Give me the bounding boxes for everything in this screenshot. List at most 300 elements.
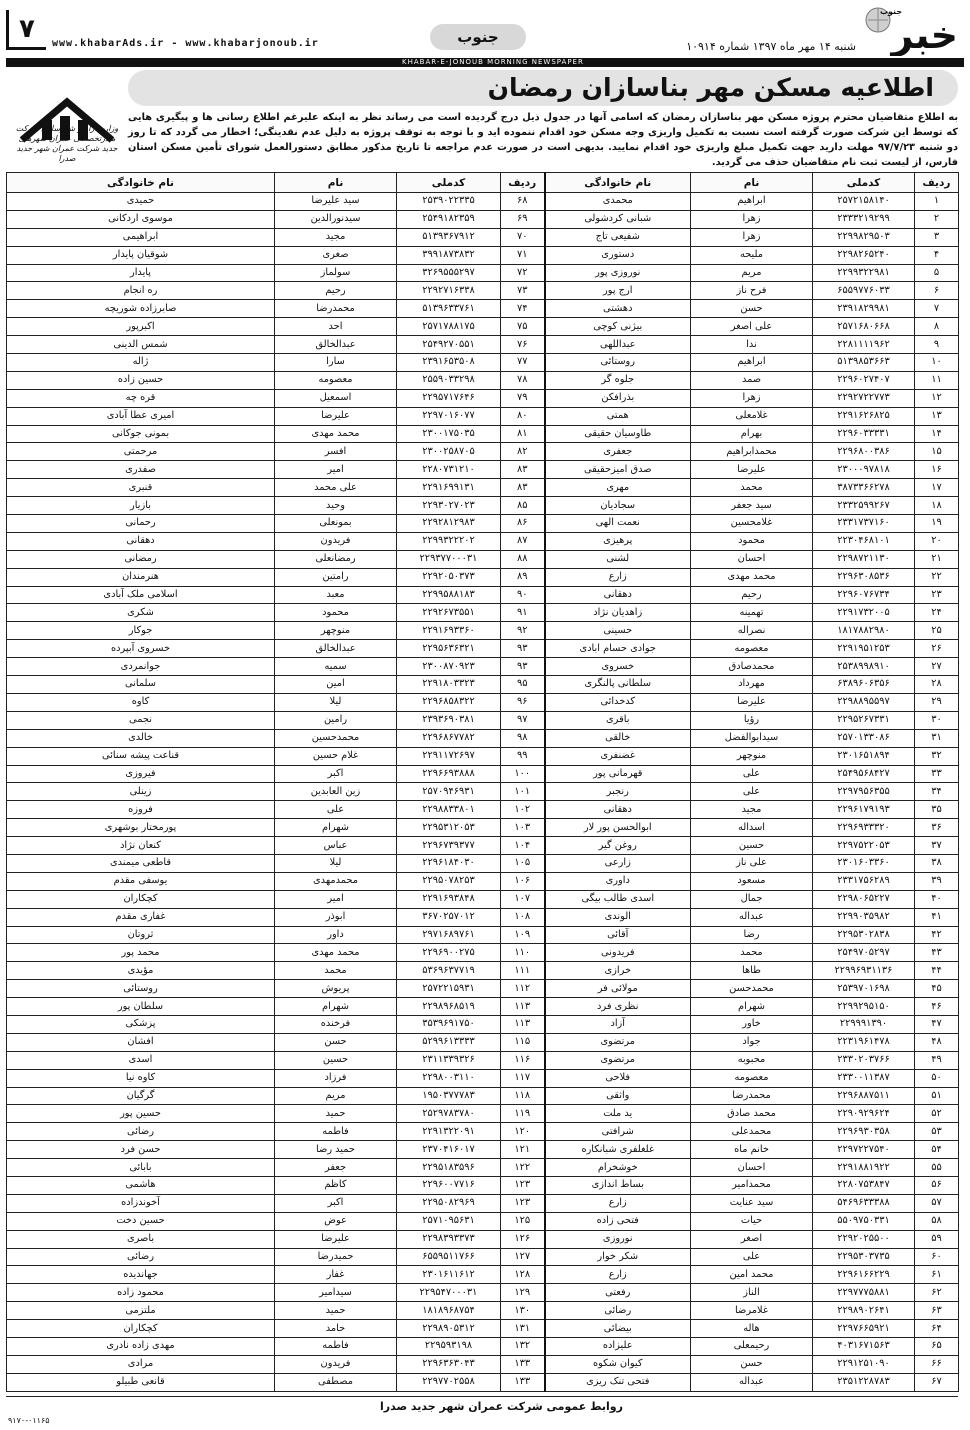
last-name-cell: خوشخرام: [545, 1159, 691, 1177]
last-name-cell: امیری عطا آبادی: [7, 407, 275, 425]
row-number-cell: ۵۳: [915, 1123, 959, 1141]
table-row: [7, 872, 959, 890]
national-code-cell: ۲۲۹۵۰۷۸۲۵۳: [397, 872, 501, 890]
column-header: نام: [691, 173, 813, 193]
first-name-cell: محمد مهدی: [691, 568, 813, 586]
last-name-cell: سلمانی: [7, 676, 275, 694]
column-header: نام خانوادگی: [7, 173, 275, 193]
row-number-cell: ۷۹: [501, 389, 545, 407]
national-code-cell: ۲۳۰۱۶۱۱۶۱۲: [397, 1266, 501, 1284]
last-name-cell: زینلی: [7, 783, 275, 801]
first-name-cell: شهرام: [691, 998, 813, 1016]
first-name-cell: مجید: [275, 228, 397, 246]
national-code-cell: ۲۳۷۰۴۱۶۰۱۷: [397, 1141, 501, 1159]
first-name-cell: اکبر: [275, 765, 397, 783]
table-row: [7, 228, 959, 246]
national-code-cell: ۲۳۳۱۷۳۷۱۶۰: [813, 515, 915, 533]
first-name-cell: فاطمه: [275, 1123, 397, 1141]
row-number-cell: ۱۱۷: [501, 1069, 545, 1087]
first-name-cell: اکبر: [275, 1194, 397, 1212]
table-row: [7, 783, 959, 801]
last-name-cell: بازیار: [7, 497, 275, 515]
first-name-cell: جعفر: [275, 1159, 397, 1177]
first-name-cell: سیدنورالدین: [275, 210, 397, 228]
last-name-cell: اکبرپور: [7, 318, 275, 336]
national-code-cell: ۲۲۹۵۳۰۲۸۳۸: [813, 926, 915, 944]
first-name-cell: غفار: [275, 1266, 397, 1284]
row-number-cell: ۱۲۰: [501, 1123, 545, 1141]
first-name-cell: هاله: [691, 1320, 813, 1338]
national-code-cell: ۲۵۴۹۷۰۵۲۹۷: [813, 944, 915, 962]
national-code-cell: ۲۳۳۰۲۰۳۷۶۶: [813, 1051, 915, 1069]
national-code-cell: ۲۲۹۶۹۰۰۲۷۵: [397, 944, 501, 962]
national-code-cell: ۲۲۹۸۸۹۵۵۹۷: [813, 693, 915, 711]
national-code-cell: ۲۲۹۶۳۰۸۵۳۶: [813, 568, 915, 586]
table-row: [7, 801, 959, 819]
table-row: [7, 550, 959, 568]
last-name-cell: قاطعی میمندی: [7, 854, 275, 872]
last-name-cell: پایدار: [7, 264, 275, 282]
last-name-cell: بساط اندازی: [545, 1176, 691, 1194]
first-name-cell: غلامرضا: [691, 1302, 813, 1320]
row-number-cell: ۱۳۳: [501, 1355, 545, 1373]
row-number-cell: ۱۰۹: [501, 926, 545, 944]
national-code-cell: ۲۲۹۹۳۲۲۹۸۱: [813, 264, 915, 282]
last-name-cell: جوادی حسام ابادی: [545, 640, 691, 658]
last-name-cell: فریدونی: [545, 944, 691, 962]
national-code-cell: ۲۳۰۱۶۵۱۸۹۴: [813, 747, 915, 765]
row-number-cell: ۶۷: [915, 1373, 959, 1391]
row-number-cell: ۱۱۸: [501, 1087, 545, 1105]
national-code-cell: ۲۳۹۳۶۹۰۳۸۱: [397, 711, 501, 729]
issue-date-line: شنبه ۱۴ مهر ماه ۱۳۹۷ شماره ۱۰۹۱۴: [686, 40, 856, 53]
newspaper-subtitle: KHABAR-E-JONOUB MORNING NEWSPAPER: [402, 58, 584, 66]
table-row: [7, 980, 959, 998]
last-name-cell: خرازی: [545, 962, 691, 980]
last-name-cell: آزاد: [545, 1015, 691, 1033]
last-name-cell: فیروزی: [7, 765, 275, 783]
last-name-cell: واثقی: [545, 1087, 691, 1105]
row-number-cell: ۱۲۷: [501, 1248, 545, 1266]
national-code-cell: ۲۲۹۶۷۳۹۳۷۷: [397, 837, 501, 855]
table-row: [7, 210, 959, 228]
last-name-cell: فتحی تنک ریزی: [545, 1373, 691, 1391]
table-row: [7, 1159, 959, 1177]
first-name-cell: رمضانعلی: [275, 550, 397, 568]
row-number-cell: ۷۰: [501, 228, 545, 246]
last-name-cell: دستوری: [545, 246, 691, 264]
last-name-cell: ره انجام: [7, 282, 275, 300]
last-name-cell: مؤیدی: [7, 962, 275, 980]
table-row: [7, 854, 959, 872]
last-name-cell: شبانی کردشولی: [545, 210, 691, 228]
row-number-cell: ۶۲: [915, 1284, 959, 1302]
last-name-cell: نجمی: [7, 711, 275, 729]
row-number-cell: ۱۲: [915, 389, 959, 407]
table-row: [7, 282, 959, 300]
row-number-cell: ۱۷: [915, 479, 959, 497]
last-name-cell: کیوان شکوه: [545, 1355, 691, 1373]
table-row: [7, 676, 959, 694]
last-name-cell: خالدی: [7, 729, 275, 747]
section-label: جنوب: [430, 24, 526, 50]
national-code-cell: ۲۲۹۶۸۸۷۵۱۱: [813, 1087, 915, 1105]
national-code-cell: ۲۳۱۱۳۳۹۳۲۶: [397, 1051, 501, 1069]
national-code-cell: ۲۲۹۲۷۱۶۳۳۸: [397, 282, 501, 300]
last-name-cell: سلطان پور: [7, 998, 275, 1016]
table-row: [7, 425, 959, 443]
national-code-cell: ۲۲۹۵۴۷۰۰۰۳۱: [397, 1284, 501, 1302]
row-number-cell: ۱۱۳: [501, 998, 545, 1016]
table-row: [7, 658, 959, 676]
last-name-cell: خسروی: [545, 658, 691, 676]
last-name-cell: مهری: [545, 479, 691, 497]
national-code-cell: ۲۵۳۸۹۹۸۹۱۰: [813, 658, 915, 676]
national-code-cell: ۵۱۳۹۳۶۷۹۱۲: [397, 228, 501, 246]
row-number-cell: ۲۴: [915, 604, 959, 622]
first-name-cell: اسداله: [691, 819, 813, 837]
national-code-cell: ۲۵۷۲۲۱۵۹۳۱: [397, 980, 501, 998]
national-code-cell: ۲۵۷۱۷۸۸۱۷۵: [397, 318, 501, 336]
national-code-cell: ۲۲۹۶۹۳۳۳۲۰: [813, 819, 915, 837]
row-number-cell: ۶۰: [915, 1248, 959, 1266]
national-code-cell: ۲۲۹۵۰۸۲۹۶۹: [397, 1194, 501, 1212]
row-number-cell: ۵۰: [915, 1069, 959, 1087]
national-code-cell: ۲۲۹۷۷۷۵۸۸۱: [813, 1284, 915, 1302]
national-code-cell: ۵۱۳۹۸۵۳۶۶۳: [813, 354, 915, 372]
first-name-cell: حسن: [691, 300, 813, 318]
row-number-cell: ۴۳: [915, 944, 959, 962]
national-code-cell: ۲۵۷۰۱۳۳۰۸۶: [813, 729, 915, 747]
table-row: [7, 1284, 959, 1302]
first-name-cell: مسعود: [691, 872, 813, 890]
table-row: [7, 300, 959, 318]
row-number-cell: ۹۶: [501, 693, 545, 711]
national-code-cell: ۲۵۴۹۵۶۸۴۲۷: [813, 765, 915, 783]
row-number-cell: ۱۲۳: [501, 1176, 545, 1194]
last-name-cell: محمدی: [545, 193, 691, 211]
table-header: [7, 173, 959, 193]
first-name-cell: علی: [691, 783, 813, 801]
last-name-cell: زارع: [545, 1266, 691, 1284]
national-code-cell: ۲۲۹۶۶۹۳۸۸۸: [397, 765, 501, 783]
row-number-cell: ۵۹: [915, 1230, 959, 1248]
table-row: [7, 693, 959, 711]
last-name-cell: فروزه: [7, 801, 275, 819]
first-name-cell: مهرداد: [691, 676, 813, 694]
first-name-cell: منوچهر: [691, 747, 813, 765]
first-name-cell: سید جعفر: [691, 497, 813, 515]
row-number-cell: ۶۶: [915, 1355, 959, 1373]
first-name-cell: رحیم: [275, 282, 397, 300]
row-number-cell: ۵۴: [915, 1141, 959, 1159]
row-number-cell: ۸۷: [501, 532, 545, 550]
ad-code: ۹۱۷۰-۰۱۱۶۵: [8, 1416, 50, 1425]
first-name-cell: علیرضا: [691, 461, 813, 479]
national-code-cell: ۲۳۰۱۶۰۳۳۶۰: [813, 854, 915, 872]
national-code-cell: ۲۲۹۳۰۲۷۰۲۳: [397, 497, 501, 515]
first-name-cell: سمیه: [275, 658, 397, 676]
row-number-cell: ۹۰: [501, 586, 545, 604]
first-name-cell: محمدصادق: [691, 658, 813, 676]
first-name-cell: غلامعلی: [691, 407, 813, 425]
first-name-cell: علی محمد: [275, 479, 397, 497]
last-name-cell: غلغلفری شبانکاره: [545, 1141, 691, 1159]
table-row: [7, 1248, 959, 1266]
last-name-cell: دهقانی: [545, 801, 691, 819]
table-row: [7, 640, 959, 658]
national-code-cell: ۲۵۳۹۰۲۲۳۳۵: [397, 193, 501, 211]
last-name-cell: جعفری: [545, 443, 691, 461]
first-name-cell: مجید: [691, 801, 813, 819]
national-code-cell: ۲۲۹۸۹۰۲۶۴۱: [813, 1302, 915, 1320]
national-code-cell: ۲۲۹۷۰۱۶۰۷۷: [397, 407, 501, 425]
newspaper-logo: [858, 4, 962, 56]
row-number-cell: ۱۰۴: [501, 837, 545, 855]
last-name-cell: کاوه: [7, 693, 275, 711]
first-name-cell: فرخنده: [275, 1015, 397, 1033]
national-code-cell: ۲۲۹۲۷۲۲۷۷۳: [813, 389, 915, 407]
row-number-cell: ۳: [915, 228, 959, 246]
first-name-cell: ندا: [691, 336, 813, 354]
national-code-cell: ۲۲۹۶۰۷۶۷۳۴: [813, 586, 915, 604]
first-name-cell: غلام حسین: [275, 747, 397, 765]
table-row: [7, 926, 959, 944]
last-name-cell: هنرمندان: [7, 568, 275, 586]
row-number-cell: ۳۷: [915, 837, 959, 855]
first-name-cell: علی: [691, 1248, 813, 1266]
table-row: [7, 819, 959, 837]
row-number-cell: ۹۲: [501, 622, 545, 640]
first-name-cell: فرح ناز: [691, 282, 813, 300]
first-name-cell: محمدرضا: [275, 300, 397, 318]
last-name-cell: رضائی: [7, 1248, 275, 1266]
first-name-cell: رحیم: [691, 586, 813, 604]
brand-name: خبر: [891, 13, 958, 56]
row-number-cell: ۱۰۵: [501, 854, 545, 872]
last-name-cell: غفاری مقدم: [7, 908, 275, 926]
table-row: [7, 944, 959, 962]
first-name-cell: رامتین: [275, 568, 397, 586]
last-name-cell: شرافتی: [545, 1123, 691, 1141]
row-number-cell: ۱۳۲: [501, 1338, 545, 1356]
row-number-cell: ۲۷: [915, 658, 959, 676]
row-number-cell: ۲۲: [915, 568, 959, 586]
table-row: [7, 568, 959, 586]
first-name-cell: غلامحسین: [691, 515, 813, 533]
first-name-cell: محمد امین: [691, 1266, 813, 1284]
table-row: [7, 837, 959, 855]
table-row: [7, 1105, 959, 1123]
national-code-cell: ۲۲۹۸۸۳۳۸۰۱: [397, 801, 501, 819]
row-number-cell: ۶۸: [501, 193, 545, 211]
table-row: [7, 1320, 959, 1338]
first-name-cell: محمود: [275, 604, 397, 622]
row-number-cell: ۱۰۱: [501, 783, 545, 801]
first-name-cell: احد: [275, 318, 397, 336]
last-name-cell: حسین پور: [7, 1105, 275, 1123]
last-name-cell: الوندی: [545, 908, 691, 926]
row-number-cell: ۱۸: [915, 497, 959, 515]
row-number-cell: ۳۶: [915, 819, 959, 837]
row-number-cell: ۱۰۶: [501, 872, 545, 890]
row-number-cell: ۸۳: [501, 461, 545, 479]
last-name-cell: زارع: [545, 568, 691, 586]
row-number-cell: ۲۰: [915, 532, 959, 550]
site-urls[interactable]: www.khabarAds.ir - www.khabarjonoub.ir: [52, 38, 319, 49]
row-number-cell: ۲۳: [915, 586, 959, 604]
last-name-cell: سلطانی پالنگری: [545, 676, 691, 694]
row-number-cell: ۸۰: [501, 407, 545, 425]
row-number-cell: ۷۳: [501, 282, 545, 300]
national-code-cell: ۲۲۹۵۲۶۷۳۳۱: [813, 711, 915, 729]
first-name-cell: حمید: [275, 1302, 397, 1320]
first-name-cell: زهرا: [691, 210, 813, 228]
last-name-cell: ابراهیمی: [7, 228, 275, 246]
last-name-cell: ثروتان: [7, 926, 275, 944]
row-number-cell: ۳۳: [915, 765, 959, 783]
row-number-cell: ۵۱: [915, 1087, 959, 1105]
first-name-cell: مریم: [275, 1087, 397, 1105]
first-name-cell: احسان: [691, 1159, 813, 1177]
table-row: [7, 443, 959, 461]
national-code-cell: ۲۲۹۱۶۹۳۳۶۰: [397, 622, 501, 640]
national-code-cell: ۲۳۵۱۲۲۸۷۸۳: [813, 1373, 915, 1391]
row-number-cell: ۱۱۹: [501, 1105, 545, 1123]
first-name-cell: رؤیا: [691, 711, 813, 729]
national-code-cell: ۵۲۹۹۶۱۳۳۳۳: [397, 1033, 501, 1051]
last-name-cell: قناعت پیشه سنائی: [7, 747, 275, 765]
national-code-cell: ۲۵۷۲۱۵۸۱۴۰: [813, 193, 915, 211]
row-number-cell: ۶: [915, 282, 959, 300]
last-name-cell: شکر خوار: [545, 1248, 691, 1266]
row-number-cell: ۱۰: [915, 354, 959, 372]
national-code-cell: ۲۲۹۶۱۷۹۱۹۳: [813, 801, 915, 819]
national-code-cell: ۲۲۸۰۷۵۳۸۴۷: [813, 1176, 915, 1194]
first-name-cell: طاها: [691, 962, 813, 980]
last-name-cell: یوسفی مقدم: [7, 872, 275, 890]
first-name-cell: علی اصغر: [691, 318, 813, 336]
row-number-cell: ۱۴: [915, 425, 959, 443]
row-number-cell: ۱۱۳: [501, 1015, 545, 1033]
table-row: [7, 1176, 959, 1194]
national-code-cell: ۲۲۹۵۶۳۶۳۲۱: [397, 640, 501, 658]
row-number-cell: ۱۲۱: [501, 1141, 545, 1159]
first-name-cell: سولماز: [275, 264, 397, 282]
first-name-cell: فاطمه: [275, 1338, 397, 1356]
last-name-cell: دهشتی: [545, 300, 691, 318]
table-row: [7, 729, 959, 747]
last-name-cell: بمونی جوکانی: [7, 425, 275, 443]
first-name-cell: ملیحه: [691, 246, 813, 264]
last-name-cell: نعمت الهی: [545, 515, 691, 533]
first-name-cell: علی ناز: [691, 854, 813, 872]
row-number-cell: ۴۲: [915, 926, 959, 944]
national-code-cell: ۲۹۷۱۶۸۹۷۶۱: [397, 926, 501, 944]
last-name-cell: قره چه: [7, 389, 275, 407]
first-name-cell: محمد صادق: [691, 1105, 813, 1123]
national-code-cell: ۲۲۹۸۰۰۳۱۱۰: [397, 1069, 501, 1087]
first-name-cell: عوض: [275, 1212, 397, 1230]
first-name-cell: شهرام: [275, 998, 397, 1016]
national-code-cell: ۳۵۳۹۶۹۱۷۵۰: [397, 1015, 501, 1033]
table-row: [7, 461, 959, 479]
first-name-cell: صغری: [275, 246, 397, 264]
first-name-cell: زین العابدین: [275, 783, 397, 801]
last-name-cell: جلوه گر: [545, 371, 691, 389]
row-number-cell: ۱۹: [915, 515, 959, 533]
national-code-cell: ۲۲۸۱۱۱۱۹۶۲: [813, 336, 915, 354]
first-name-cell: ابراهیم: [691, 193, 813, 211]
last-name-cell: ابوالحسن پور لار: [545, 819, 691, 837]
national-code-cell: ۲۵۷۰۹۴۶۹۳۱: [397, 783, 501, 801]
national-code-cell: ۲۵۲۹۷۸۳۷۸۰: [397, 1105, 501, 1123]
national-code-cell: ۲۳۳۳۲۱۹۲۹۹: [813, 210, 915, 228]
last-name-cell: ملتزمی: [7, 1302, 275, 1320]
last-name-cell: کدخدائی: [545, 693, 691, 711]
row-number-cell: ۴۷: [915, 1015, 959, 1033]
first-name-cell: سیدابوالفضل: [691, 729, 813, 747]
national-code-cell: ۲۳۹۱۶۵۳۵۰۸: [397, 354, 501, 372]
row-number-cell: ۸۲: [501, 443, 545, 461]
national-code-cell: ۲۲۹۶۸۶۷۷۸۲: [397, 729, 501, 747]
last-name-cell: حمیدی: [7, 193, 275, 211]
table-row: [7, 193, 959, 211]
last-name-cell: نظری فرد: [545, 998, 691, 1016]
row-number-cell: ۱۱: [915, 371, 959, 389]
national-code-cell: ۲۲۹۱۶۲۶۸۲۵: [813, 407, 915, 425]
national-code-cell: ۲۲۹۵۱۸۳۵۹۶: [397, 1159, 501, 1177]
row-number-cell: ۷۸: [501, 371, 545, 389]
row-number-cell: ۱۰۷: [501, 890, 545, 908]
last-name-cell: حسن فرد: [7, 1141, 275, 1159]
row-number-cell: ۳۰: [915, 711, 959, 729]
row-number-cell: ۳۱: [915, 729, 959, 747]
masthead: [6, 4, 964, 60]
last-name-cell: کچکاران: [7, 890, 275, 908]
last-name-cell: فلاحی: [545, 1069, 691, 1087]
first-name-cell: سیدامیر: [275, 1284, 397, 1302]
first-name-cell: لیلا: [275, 693, 397, 711]
national-code-cell: ۲۲۹۹۰۳۵۹۸۲: [813, 908, 915, 926]
table-row: [7, 1141, 959, 1159]
table-row: [7, 622, 959, 640]
first-name-cell: محمود: [691, 532, 813, 550]
national-code-cell: ۲۳۳۲۵۹۹۲۶۷: [813, 497, 915, 515]
first-name-cell: پریوش: [275, 980, 397, 998]
table-row: [7, 890, 959, 908]
table-row: [7, 354, 959, 372]
first-name-cell: محمد: [691, 479, 813, 497]
first-name-cell: محمدعلی: [691, 1123, 813, 1141]
national-code-cell: ۲۲۹۶۰۳۳۳۳۱: [813, 425, 915, 443]
first-name-cell: ابراهیم: [691, 354, 813, 372]
last-name-cell: روستائی: [545, 354, 691, 372]
first-name-cell: امیر: [275, 461, 397, 479]
table-row: [7, 318, 959, 336]
last-name-cell: داوری: [545, 872, 691, 890]
first-name-cell: فرزاد: [275, 1069, 397, 1087]
first-name-cell: عبدالخالق: [275, 640, 397, 658]
national-code-cell: ۲۲۹۱۷۳۲۰۰۵: [813, 604, 915, 622]
row-number-cell: ۵۸: [915, 1212, 959, 1230]
national-code-cell: ۲۳۰۰۲۵۸۷۰۵: [397, 443, 501, 461]
national-code-cell: ۲۲۳۰۴۶۸۱۰۱: [813, 532, 915, 550]
row-number-cell: ۹۸: [501, 729, 545, 747]
last-name-cell: رضائی: [545, 1302, 691, 1320]
row-number-cell: ۵: [915, 264, 959, 282]
national-code-cell: ۲۲۹۵۳۱۲۰۵۳: [397, 819, 501, 837]
